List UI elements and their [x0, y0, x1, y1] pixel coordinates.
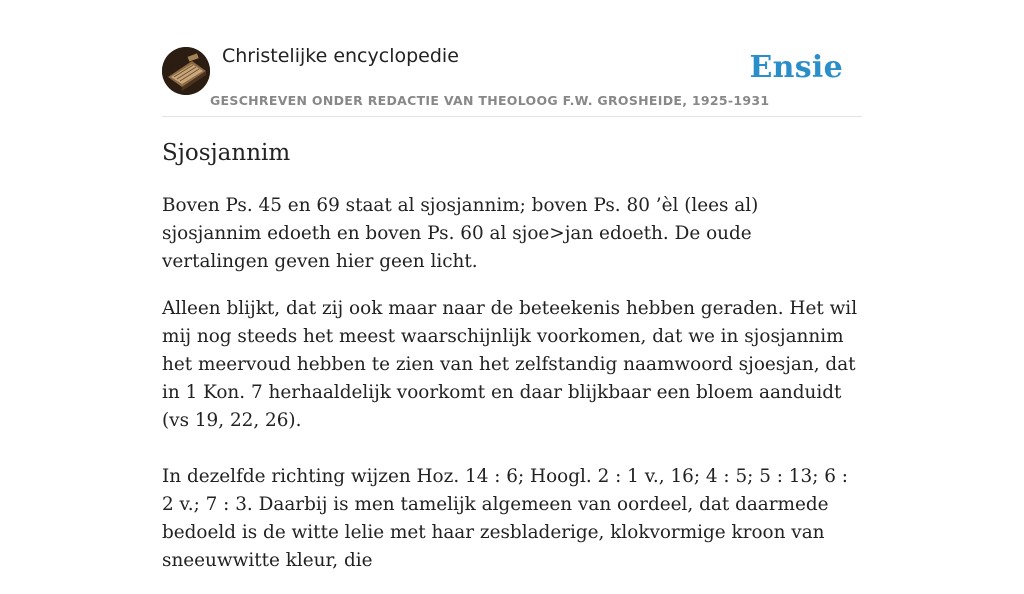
brand-logo-link[interactable]: Ensie: [749, 50, 843, 85]
publication-header: [162, 0, 862, 117]
article-paragraph-2: Alleen blijkt, dat zij ook maar naar de beteekenis hebben geraden. Het wil mij nog steeds het meest waarschijnlijk voorkomen, dat we in sjosjannim het meervoud hebben te zien van het zelfstandig naamwoord sjoesjan, dat in 1 Kon. 7 herhaaldelijk voorkomt en daar blijkbaar een bloem aanduidt (vs 19, 22, 26).: [162, 298, 858, 431]
page-container: [162, 0, 862, 571]
article-title: Sjosjannim: [162, 140, 291, 166]
article-paragraph-1: Boven Ps. 45 en 69 staat al sjosjannim; boven Ps. 80 ’èl (lees al) sjosjannim edoeth en boven Ps. 60 al sjoe>jan edoeth. De oude vertalingen geven hier geen licht.: [162, 195, 759, 272]
publication-subtitle: GESCHREVEN ONDER REDACTIE VAN THEOLOOG F.W. GROSHEIDE, 1925-1931: [210, 93, 770, 108]
publication-title[interactable]: Christelijke encyclopedie: [222, 45, 459, 67]
publication-avatar[interactable]: [162, 47, 210, 95]
book-icon: [162, 47, 210, 95]
article-paragraph-3: In dezelfde richting wijzen Hoz. 14 : 6; Hoogl. 2 : 1 v., 16; 4 : 5; 5 : 13; 6 : 2 v.; 7 : 3. Daarbij is men tamelijk algemeen van oordeel, dat daarmede bedoeld is de witte lelie met haar zesbladerige, klokvormige kroon van sneeuwwitte kleur, die: [162, 466, 848, 571]
article-body: [162, 192, 862, 594]
